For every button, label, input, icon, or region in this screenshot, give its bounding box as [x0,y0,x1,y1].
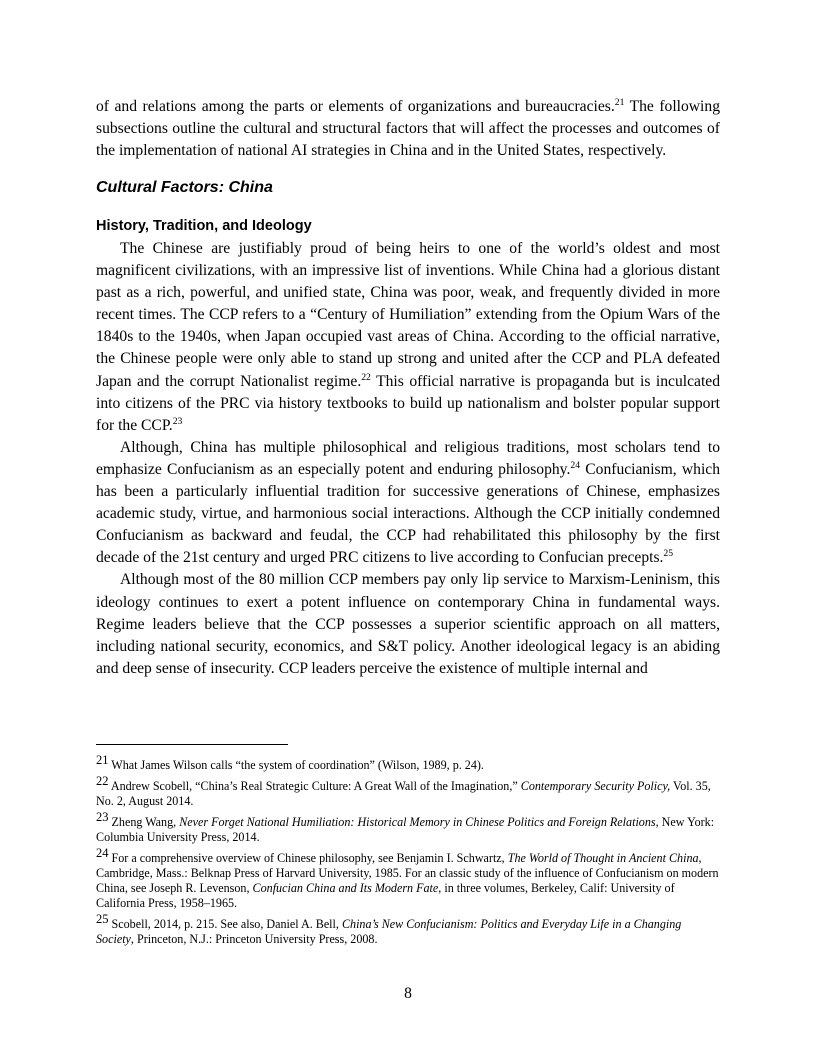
footnote-title: Contemporary Security Policy, [520,778,671,793]
footnote-text: Andrew Scobell, “China’s Real Strategic Culture: A Great Wall of the Imagination,” [108,778,521,793]
footnote-number: 25 [96,911,109,926]
footnote-ref[interactable]: 21 [614,96,625,108]
footnote-22 [96,773,720,809]
subsection-heading: History, Tradition, and Ideology [96,218,312,234]
section-heading: Cultural Factors: China [96,179,273,196]
paragraph-text: Although most of the 80 million CCP members pay only lip service to Marxism-Leninism, this ideology continues to exert a potent influence on contemporary China in fundamental ways. Regime leaders believe that the CCP possesses a superior scientific approach on all matters, including national security, economics, and S&T policy. Another ideological legacy is an abiding and deep sense of insecurity. CCP leaders perceive the existence of multiple internal and [96,571,720,677]
page-number: 8 [404,985,412,1002]
paragraph-ideology [96,569,720,679]
paragraph-text: Confucianism, which has been a particularly influential tradition for successive generations of Chinese, emphasizes academic study, virtue, and harmonious social interactions. Although the CCP initially condemned Confucianism as backward and feudal, the CCP had rehabilitated this philosophy by the first decade of the 21st century and urged PRC citizens to live according to Confucian precepts. [96,460,720,567]
intro-text: of and relations among the parts or elements of organizations and bureaucracies. [96,98,615,115]
paragraph-text: This official narrative is propaganda but is inculcated into citizens of the PRC via history textbooks to build up nationalism and bolster popular support for the CCP. [96,372,720,434]
footnote-ref[interactable]: 24 [570,459,581,471]
footnote-title: Confucian China and Its Modern Fate [252,880,439,895]
footnote-text: , Cambridge, Mass.: Belknap Press of Harvard University, 1985. For an classic study of the influence of Confucianism on modern China, see Joseph R. Levenson, [96,850,719,895]
footnote-text: What James Wilson calls “the system of coordination” (Wilson, 1989, p. 24). [108,758,484,772]
footnote-number: 23 [96,809,109,824]
footnote-21 [96,752,720,773]
footnote-text: For a comprehensive overview of Chinese philosophy, see Benjamin I. Schwartz, [108,850,508,865]
footnote-text: Scobell, 2014, p. 215. See also, Daniel A. Bell, [108,916,342,931]
footnote-number: 24 [96,845,109,860]
footnote-ref[interactable]: 23 [172,415,183,427]
paragraph-confucianism [96,437,720,570]
footnote-text: Vol. 35, No. 2, August 2014. [96,778,711,808]
footnote-text: , Princeton, N.J.: Princeton University Press, 2008. [130,932,378,947]
body-text-block [96,238,720,680]
intro-text-continued: The following subsections outline the cultural and structural factors that will affect the processes and outcomes of the implementation of national AI strategies in China and in the United States, respectively. [96,98,720,160]
footnote-ref[interactable]: 22 [361,371,371,383]
paragraph-text: Although, China has multiple philosophical and religious traditions, most scholars tend to emphasize Confucianism as an especially potent and enduring philosophy. [96,438,720,478]
paragraph-text: The Chinese are justifiably proud of being heirs to one of the world’s oldest and most magnificent civilizations, with an impressive list of inventions. While China had a glorious distant past as a rich, powerful, and unified state, China was poor, weak, and frequently divided in more recent times. The CCP refers to a “Century of Humiliation” extending from the Opium Wars of the 1840s to the 1940s, when Japan occupied vast areas of China. According to the official narrative, the Chinese people were only able to stand up strong and united after the CCP and PLA defeated Japan and the corrupt Nationalist regime. [96,240,720,390]
footnote-24 [96,845,720,912]
footnote-ref[interactable]: 25 [663,548,674,560]
footnote-number: 21 [96,752,109,767]
footnote-divider [96,744,288,745]
footnote-title: China’s New Confucianism: Politics and Everyday Life in a Changing Society [96,916,682,947]
footnote-number: 22 [96,773,109,788]
footnote-text: , New York: Columbia University Press, 2014. [96,814,715,844]
intro-paragraph [96,96,720,162]
footnote-text: , in three volumes, Berkeley, Calif: University of California Press, 1958–1965. [96,880,675,911]
footnote-title: Never Forget National Humiliation: Historical Memory in Chinese Politics and Foreign Relations [179,814,656,829]
footnote-text: Zheng Wang, [108,814,180,829]
footnotes [96,752,720,953]
footnote-23 [96,809,720,845]
footnote-title: The World of Thought in Ancient China [507,850,699,865]
paragraph-history [96,238,720,437]
footnote-25 [96,911,720,947]
